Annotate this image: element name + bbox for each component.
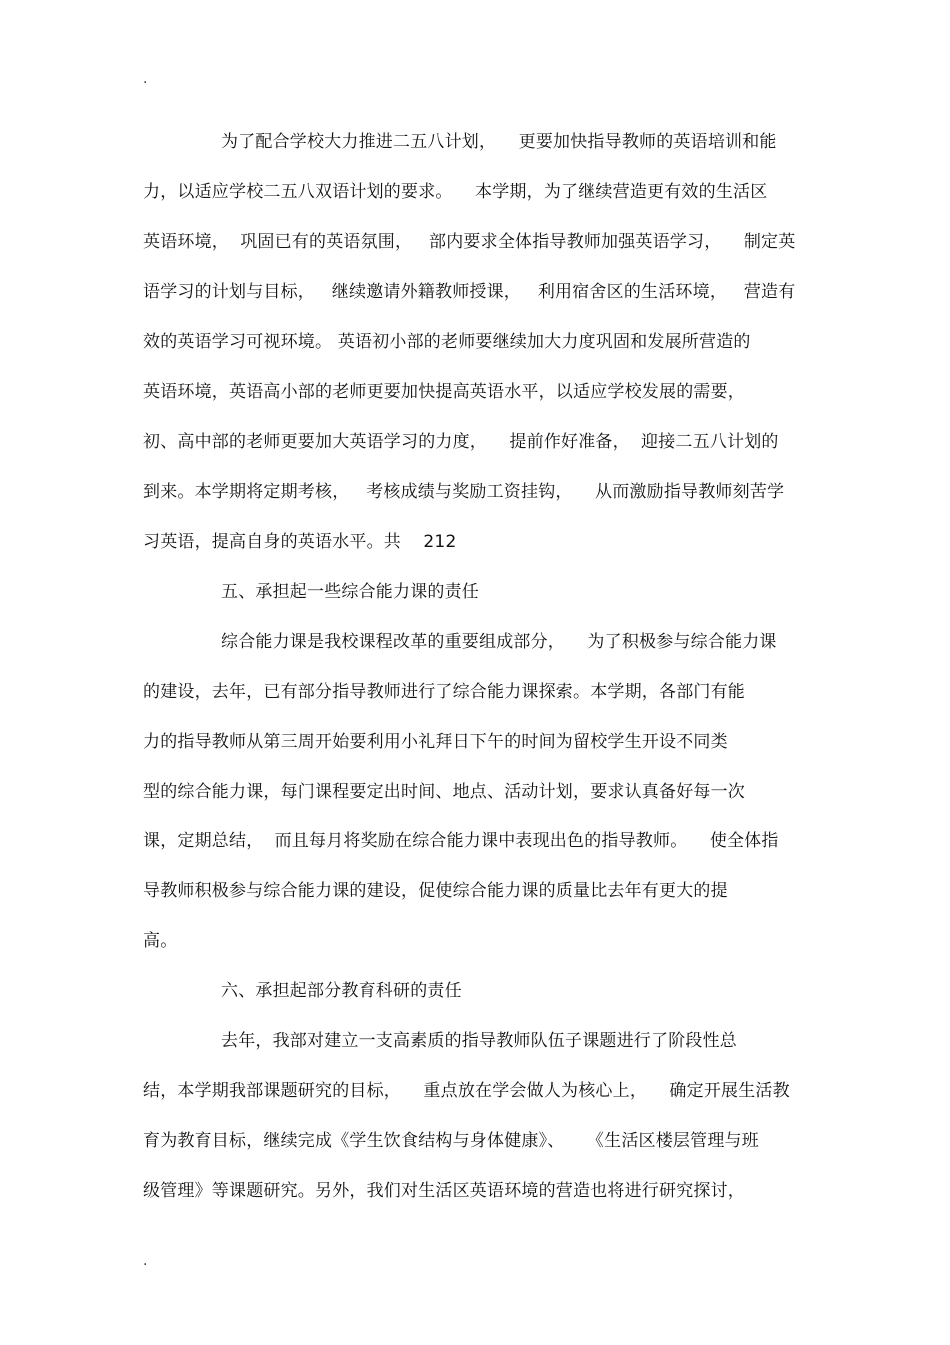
paragraph-line: 为了配合学校大力推进二五八计划， 更要加快指导教师的英语培训和能 xyxy=(221,132,777,152)
paragraph-line: 习英语，提高自身的英语水平。共 212 xyxy=(143,532,457,552)
paragraph-line: 导教师积极参与综合能力课的建设，促使综合能力课的质量比去年有更大的提 xyxy=(143,881,728,901)
paragraph-line: 英语环境， 巩固已有的英语氛围， 部内要求全体指导教师加强英语学习， 制定英 xyxy=(143,232,796,252)
paragraph-line: 语学习的计划与目标， 继续邀请外籍教师授课， 利用宿舍区的生活环境， 营造有 xyxy=(143,282,796,302)
paragraph-line: 初、高中部的老师更要加大英语学习的力度， 提前作好准备， 迎接二五八计划的 xyxy=(143,432,779,452)
paragraph-line: 综合能力课是我校课程改革的重要组成部分， 为了积极参与综合能力课 xyxy=(221,632,777,652)
paragraph-line: 课，定期总结， 而且每月将奖励在综合能力课中表现出色的指导教师。 使全体指 xyxy=(143,831,779,851)
paragraph-line: 结，本学期我部课题研究的目标， 重点放在学会做人为核心上， 确定开展生活教 xyxy=(143,1081,790,1101)
paragraph-line: 英语环境，英语高小部的老师更要加快提高英语水平，以适应学校发展的需要， xyxy=(143,382,745,402)
footer-dot: . xyxy=(143,1253,148,1269)
section-heading: 五、承担起一些综合能力课的责任 xyxy=(221,582,479,602)
section-heading: 六、承担起部分教育科研的责任 xyxy=(221,981,462,1001)
paragraph-line: 效的英语学习可视环境。 英语初小部的老师要继续加大力度巩固和发展所营造的 xyxy=(143,332,751,352)
paragraph-line: 型的综合能力课，每门课程要定出时间、地点、活动计划，要求认真备好每一次 xyxy=(143,782,745,802)
paragraph-line: 级管理》等课题研究。另外，我们对生活区英语环境的营造也将进行研究探讨， xyxy=(143,1181,745,1201)
paragraph-line: 去年，我部对建立一支高素质的指导教师队伍子课题进行了阶段性总 xyxy=(221,1031,737,1051)
paragraph-line: 力，以适应学校二五八双语计划的要求。 本学期，为了继续营造更有效的生活区 xyxy=(143,182,768,202)
paragraph-line: 育为教育目标，继续完成《学生饮食结构与身体健康》、 《生活区楼层管理与班 xyxy=(143,1131,759,1151)
paragraph-line: 高。 xyxy=(143,931,178,951)
paragraph-line: 到来。本学期将定期考核， 考核成绩与奖励工资挂钩， 从而激励指导教师刻苦学 xyxy=(143,482,785,502)
paragraph-line: 力的指导教师从第三周开始要利用小礼拜日下午的时间为留校学生开设不同类 xyxy=(143,732,728,752)
paragraph-line: 的建设，去年，已有部分指导教师进行了综合能力课探索。本学期，各部门有能 xyxy=(143,682,745,702)
header-dot: . xyxy=(143,71,148,87)
